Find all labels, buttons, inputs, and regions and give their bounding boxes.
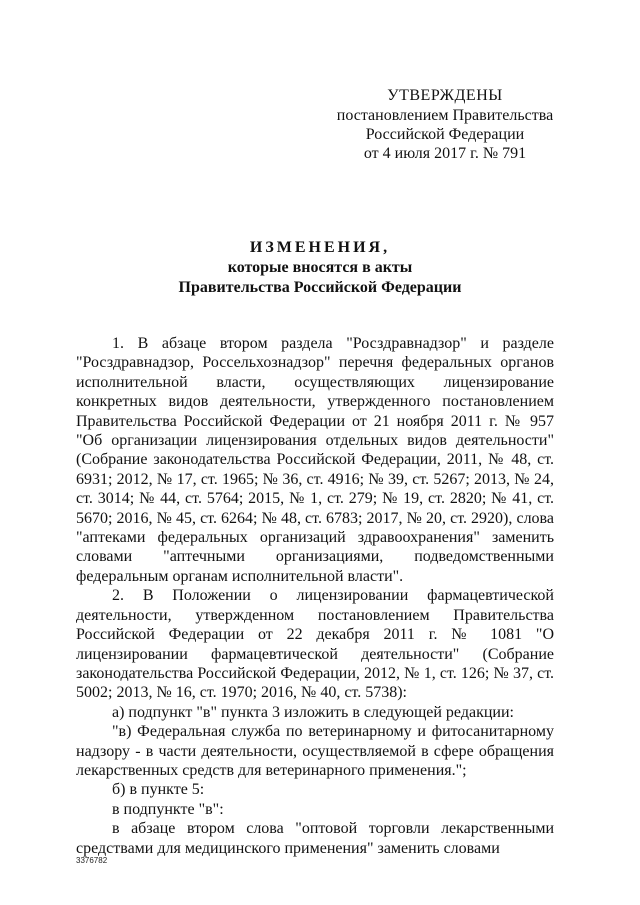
document-number: 3376782 bbox=[76, 856, 108, 865]
paragraph-4: "в) Федеральная служба по ветеринарному и фитосанитарному надзору - в части деятельности, осуществляемой в сфере обращения лекарственных средств для ветеринарного применения."; bbox=[76, 723, 554, 779]
paragraph-2: 2. В Положении о лицензировании фармацевтической деятельности, утвержденном постановлением Правительства Российской Федерации от 22 декабря 2011 г. № 1081 "О лицензировании фармацевтической деятельности" (Собрание законодательства Российской Федерации, 2012, № 1, ст. 126; № 37, ст. 5002; 2013, № 16, ст. 1970; 2016, № 40, ст. 5738): bbox=[76, 587, 554, 702]
approval-line-3: от 4 июля 2017 г. № 791 bbox=[363, 145, 527, 162]
approval-heading: УТВЕРЖДЕНЫ bbox=[387, 87, 503, 104]
paragraph-7: в абзаце втором слова "оптовой торговли лекарственными средствами для медицинского применения" заменить словами bbox=[76, 820, 554, 857]
title-main: ИЗМЕНЕНИЯ, bbox=[249, 239, 391, 256]
paragraph-3: а) подпункт "в" пункта 3 изложить в следующей редакции: bbox=[112, 703, 514, 721]
paragraph-6: в подпункте "в": bbox=[112, 800, 224, 818]
approval-stamp bbox=[330, 86, 560, 163]
approval-line-1: постановлением Правительства bbox=[336, 107, 554, 124]
approval-line-2: Российской Федерации bbox=[365, 126, 525, 143]
paragraph-5: б) в пункте 5: bbox=[112, 781, 205, 799]
document-title bbox=[0, 238, 640, 298]
paragraph-1: 1. В абзаце втором раздела "Росздравнадзор" и разделе "Росздравнадзор, Россельхознадзор" перечня федеральных органов исполнительной власти, осуществляющих лицензирование конкретных видов деятельности, утвержденного постановлением Правительства Российской Федерации от 21 ноября 2011 г. № 957 "Об организации лицензирования отдельных видов деятельности" (Собрание законодательства Российской Федерации, 2011, № 48, ст. 6931; 2012, № 17, ст. 1965; № 36, ст. 4916; № 39, ст. 5267; 2013, № 24, ст. 3014; № 44, ст. 5764; 2015, № 1, ст. 279; № 19, ст. 2820; № 41, ст. 5670; 2016, № 45, ст. 6264; № 48, ст. 6783; 2017, № 20, ст. 2920), слова "аптеками федеральных организаций здравоохранения" заменить словами "аптечными организациями, подведомственными федеральным органам исполнительной власти". bbox=[76, 335, 554, 585]
document-body bbox=[76, 334, 554, 858]
title-sub-2: Правительства Российской Федерации bbox=[178, 279, 462, 296]
title-sub-1: которые вносятся в акты bbox=[227, 259, 413, 276]
